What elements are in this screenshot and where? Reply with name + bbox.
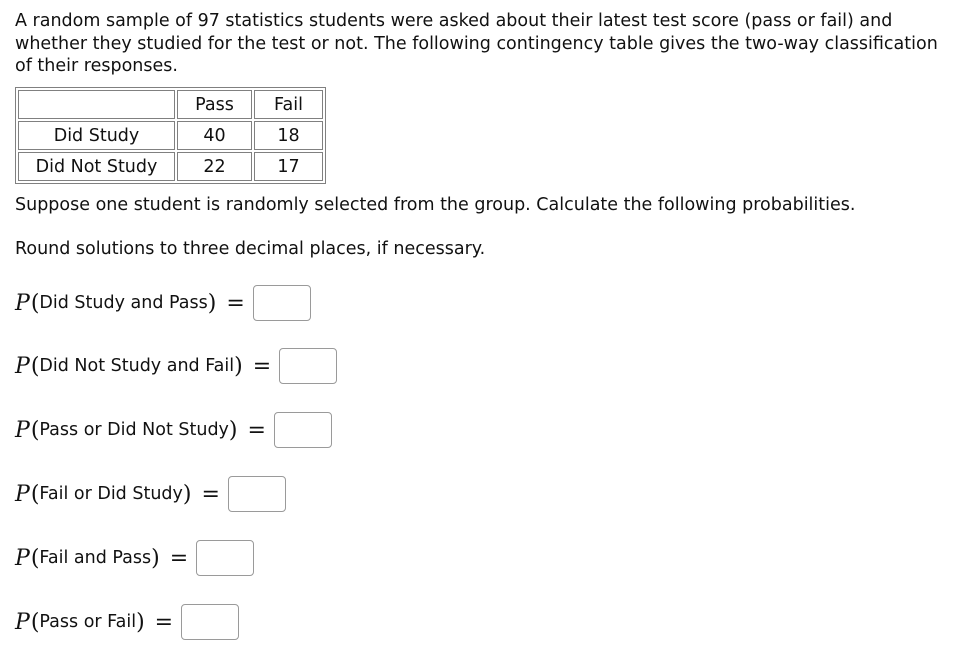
question-row [15, 603, 239, 641]
close-paren: ) [207, 290, 217, 316]
close-paren: ) [234, 353, 243, 379]
event-label: Pass or Did Not Study [39, 420, 229, 440]
table-row [18, 152, 323, 181]
open-paren: ( [30, 609, 40, 635]
row-header-did-study: Did Study [18, 121, 175, 150]
event-label: Did Not Study and Fail [39, 356, 235, 376]
probability-symbol: P [15, 417, 30, 443]
question-row [15, 347, 337, 385]
event-label: Did Study and Pass [39, 293, 208, 313]
open-paren: ( [30, 353, 40, 379]
close-paren: ) [136, 609, 145, 635]
problem-intro: A random sample of 97 statistics students were asked about their latest test score (pass or fail) and whether they studied for the test or not. The following contingency table gives the two-way classification of their responses. [15, 11, 938, 76]
cell-did-study-fail: 18 [254, 121, 323, 150]
cell-did-study-pass: 40 [177, 121, 252, 150]
probability-symbol: P [15, 609, 30, 635]
question-row [15, 284, 311, 322]
rounding-note: Round solutions to three decimal places, if necessary. [15, 239, 486, 259]
table-corner-cell [18, 90, 175, 119]
question-row [15, 475, 286, 513]
event-label: Fail and Pass [39, 548, 152, 568]
cell-did-not-study-pass: 22 [177, 152, 252, 181]
probability-symbol: P [15, 545, 30, 571]
answer-input-pass-or-did-not-study[interactable] [274, 412, 332, 448]
close-paren: ) [228, 417, 238, 443]
row-header-did-not-study: Did Not Study [18, 152, 175, 181]
table-row [18, 121, 323, 150]
instruction-text: Suppose one student is randomly selected from the group. Calculate the following probabilities. [15, 195, 856, 215]
probability-symbol: P [15, 353, 30, 379]
probability-symbol: P [15, 481, 30, 507]
open-paren: ( [30, 290, 40, 316]
event-label: Fail or Did Study [39, 484, 183, 504]
open-paren: ( [30, 545, 40, 571]
event-label: Pass or Fail [39, 612, 137, 632]
question-row [15, 539, 254, 577]
equals-sign: = [154, 609, 174, 635]
answer-input-pass-or-fail[interactable] [181, 604, 239, 640]
answer-input-did-not-study-and-fail[interactable] [279, 348, 337, 384]
close-paren: ) [182, 481, 192, 507]
table-header-row [18, 90, 323, 119]
contingency-table [15, 87, 326, 184]
column-header-fail: Fail [254, 90, 323, 119]
answer-input-fail-or-did-study[interactable] [228, 476, 286, 512]
equals-sign: = [201, 481, 220, 507]
equals-sign: = [252, 353, 272, 379]
equals-sign: = [247, 417, 266, 443]
equals-sign: = [169, 545, 189, 571]
answer-input-did-study-and-pass[interactable] [253, 285, 311, 321]
cell-did-not-study-fail: 17 [254, 152, 323, 181]
open-paren: ( [30, 481, 40, 507]
answer-input-fail-and-pass[interactable] [196, 540, 254, 576]
question-row [15, 411, 332, 449]
equals-sign: = [226, 290, 245, 316]
close-paren: ) [151, 545, 160, 571]
column-header-pass: Pass [177, 90, 252, 119]
open-paren: ( [30, 417, 40, 443]
probability-symbol: P [15, 290, 30, 316]
